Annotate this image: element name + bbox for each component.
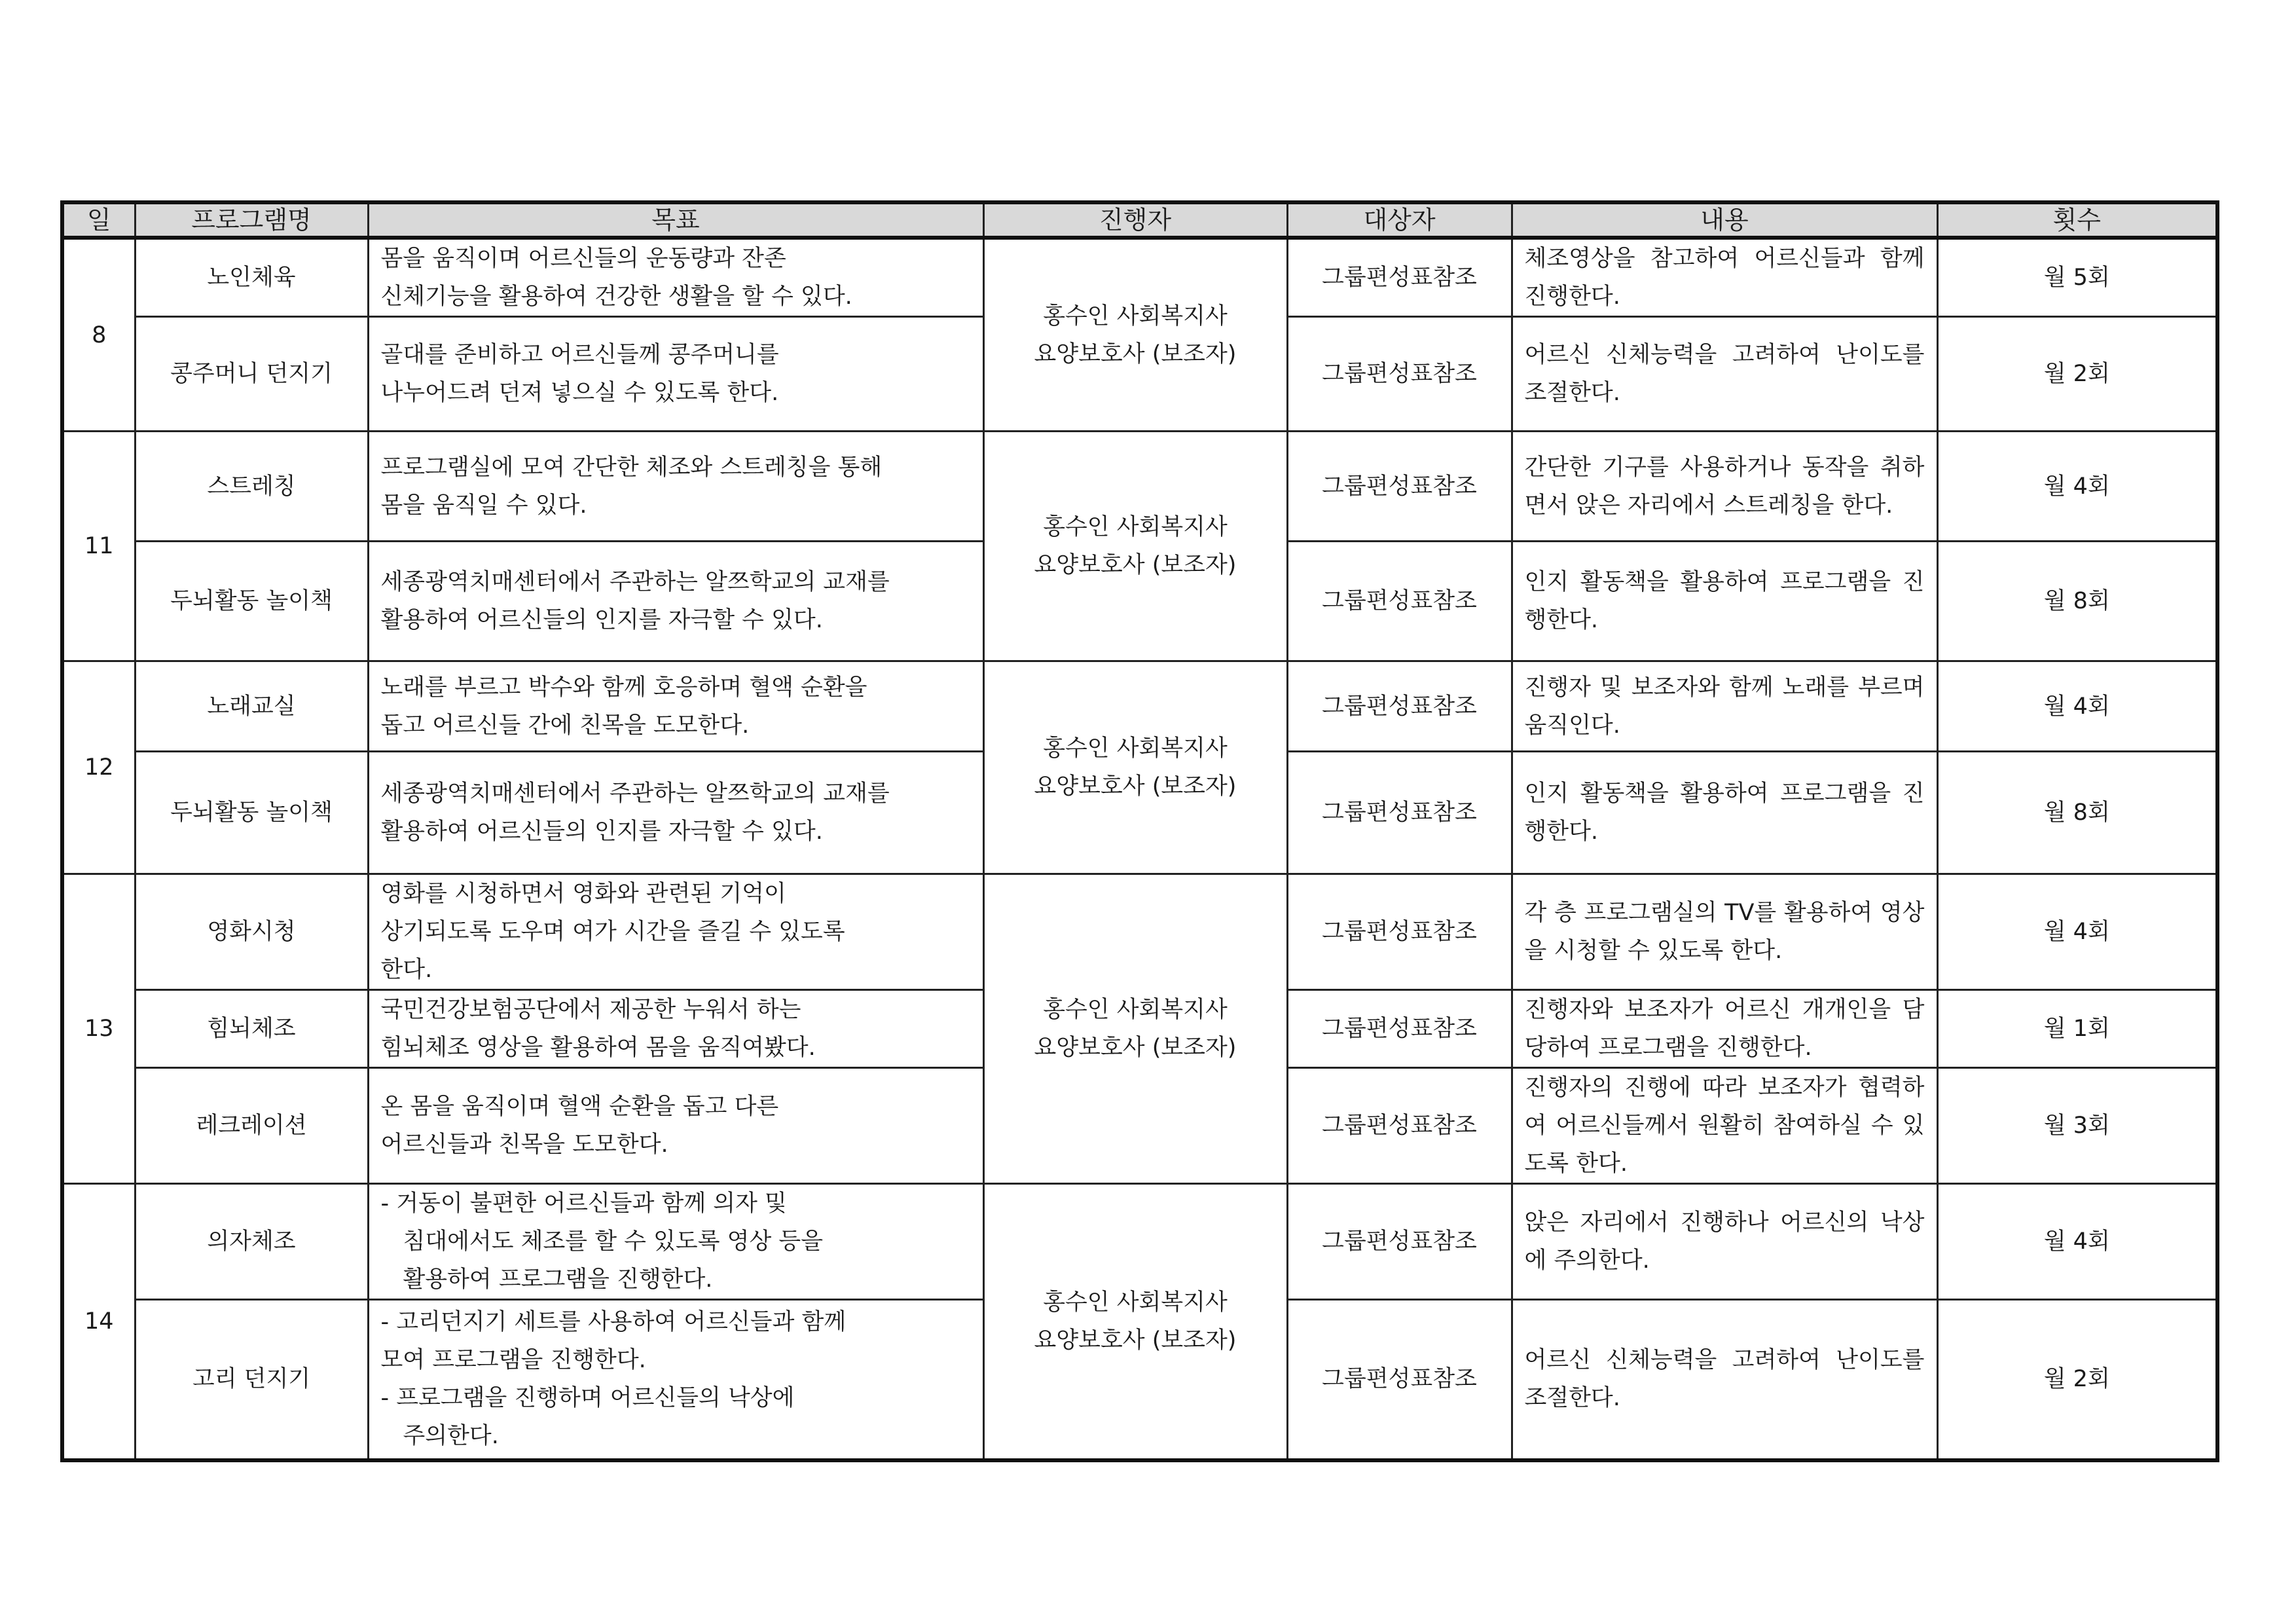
content-cell: 진행자의 진행에 따라 보조자가 협력하여 어르신들께서 원활히 참여하실 수 있도록 한다.: [1512, 1068, 1937, 1184]
day-cell: 11: [62, 432, 135, 661]
goal-line: 주의한다.: [403, 1423, 499, 1450]
target-cell: 그룹편성표참조: [1287, 874, 1512, 990]
program-name-cell: 영화시청: [135, 874, 368, 990]
goal-line: 몸을 움직이며 어르신들의 운동량과 잔존: [380, 246, 786, 272]
goal-line: 나누어드려 던져 넣으실 수 있도록 한다.: [380, 380, 779, 406]
program-name-cell: 의자체조: [135, 1184, 368, 1300]
target-cell: 그룹편성표참조: [1287, 317, 1512, 432]
goal-cell: [368, 752, 983, 874]
leader-line: 홍수인 사회복지사: [1043, 997, 1228, 1023]
goal-line: 프로그램실에 모여 간단한 체조와 스트레칭을 통해: [380, 454, 883, 481]
day-cell: 13: [62, 874, 135, 1184]
count-cell: 월 4회: [1937, 432, 2217, 542]
leader-line: 홍수인 사회복지사: [1043, 303, 1228, 329]
leader-line: 요양보호사 (보조자): [1034, 773, 1237, 800]
header-count: 횟수: [1937, 202, 2217, 238]
program-name-cell: 레크레이션: [135, 1068, 368, 1184]
table-row: [62, 432, 2217, 542]
day-cell: 8: [62, 238, 135, 432]
goal-cell: [368, 1184, 983, 1300]
program-name-cell: 두뇌활동 놀이책: [135, 542, 368, 661]
target-cell: 그룹편성표참조: [1287, 752, 1512, 874]
target-cell: 그룹편성표참조: [1287, 542, 1512, 661]
leader-line: 요양보호사 (보조자): [1034, 552, 1237, 578]
header-leader: 진행자: [983, 202, 1287, 238]
goal-line: 온 몸을 움직이며 혈액 순환을 돕고 다른: [380, 1094, 779, 1120]
header-content: 내용: [1512, 202, 1937, 238]
count-cell: 월 4회: [1937, 1184, 2217, 1300]
goal-line: - 거동이 불편한 어르신들과 함께 의자 및: [380, 1190, 787, 1217]
goal-cell: [368, 317, 983, 432]
content-cell: 앉은 자리에서 진행하나 어르신의 낙상에 주의한다.: [1512, 1184, 1937, 1300]
leader-line: 홍수인 사회복지사: [1043, 735, 1228, 762]
content-cell: 진행자와 보조자가 어르신 개개인을 담당하여 프로그램을 진행한다.: [1512, 990, 1937, 1068]
goal-cell: [368, 874, 983, 990]
goal-cell: [368, 1068, 983, 1184]
leader-cell: [983, 238, 1287, 432]
content-cell: 진행자 및 보조자와 함께 노래를 부르며 움직인다.: [1512, 661, 1937, 752]
content-cell: 간단한 기구를 사용하거나 동작을 취하면서 앉은 자리에서 스트레칭을 한다.: [1512, 432, 1937, 542]
leader-cell: [983, 432, 1287, 661]
goal-line: 침대에서도 체조를 할 수 있도록 영상 등을: [403, 1228, 824, 1255]
day-cell: 14: [62, 1184, 135, 1460]
goal-line: 국민건강보험공단에서 제공한 누워서 하는: [380, 997, 801, 1023]
target-cell: 그룹편성표참조: [1287, 1184, 1512, 1300]
goal-line: 골대를 준비하고 어르신들께 콩주머니를: [380, 342, 779, 368]
goal-line: 세종광역치매센터에서 주관하는 알쯔학교의 교재를: [380, 781, 890, 807]
leader-line: 홍수인 사회복지사: [1043, 1289, 1228, 1316]
goal-cell: [368, 542, 983, 661]
target-cell: 그룹편성표참조: [1287, 238, 1512, 317]
goal-line: 어르신들과 친목을 도모한다.: [380, 1132, 668, 1158]
content-cell: 인지 활동책을 활용하여 프로그램을 진행한다.: [1512, 542, 1937, 661]
goal-line: 모여 프로그램을 진행한다.: [380, 1347, 646, 1374]
count-cell: 월 2회: [1937, 1300, 2217, 1460]
table-row: [62, 1184, 2217, 1300]
count-cell: 월 4회: [1937, 874, 2217, 990]
leader-line: 요양보호사 (보조자): [1034, 1327, 1237, 1354]
leader-line: 요양보호사 (보조자): [1034, 1035, 1237, 1061]
program-name-cell: 스트레칭: [135, 432, 368, 542]
count-cell: 월 5회: [1937, 238, 2217, 317]
goal-line: 신체기능을 활용하여 건강한 생활을 할 수 있다.: [380, 284, 852, 310]
table-row: [62, 661, 2217, 752]
goal-line: 세종광역치매센터에서 주관하는 알쯔학교의 교재를: [380, 569, 890, 595]
leader-cell: [983, 874, 1287, 1184]
count-cell: 월 8회: [1937, 752, 2217, 874]
program-name-cell: 고리 던지기: [135, 1300, 368, 1460]
goal-line: 영화를 시청하면서 영화와 관련된 기억이: [380, 881, 786, 907]
content-cell: 인지 활동책을 활용하여 프로그램을 진행한다.: [1512, 752, 1937, 874]
leader-cell: [983, 1184, 1287, 1460]
count-cell: 월 2회: [1937, 317, 2217, 432]
table-row: [62, 238, 2217, 317]
target-cell: 그룹편성표참조: [1287, 1068, 1512, 1184]
program-schedule-table: [60, 200, 2219, 1462]
goal-cell: [368, 661, 983, 752]
target-cell: 그룹편성표참조: [1287, 661, 1512, 752]
table-row: [62, 874, 2217, 990]
content-cell: 체조영상을 참고하여 어르신들과 함께 진행한다.: [1512, 238, 1937, 317]
program-name-cell: 콩주머니 던지기: [135, 317, 368, 432]
goal-line: - 고리던지기 세트를 사용하여 어르신들과 함께: [380, 1309, 847, 1336]
goal-line: 힘뇌체조 영상을 활용하여 몸을 움직여봤다.: [380, 1035, 816, 1061]
leader-cell: [983, 661, 1287, 874]
table-body: [62, 238, 2217, 1460]
content-cell: 어르신 신체능력을 고려하여 난이도를 조절한다.: [1512, 1300, 1937, 1460]
goal-line: 몸을 움직일 수 있다.: [380, 492, 587, 519]
leader-line: 홍수인 사회복지사: [1043, 514, 1228, 540]
goal-line: 활용하여 어르신들의 인지를 자극할 수 있다.: [380, 607, 823, 633]
count-cell: 월 4회: [1937, 661, 2217, 752]
goal-cell: [368, 238, 983, 317]
content-cell: 각 층 프로그램실의 TV를 활용하여 영상을 시청할 수 있도록 한다.: [1512, 874, 1937, 990]
content-cell: 어르신 신체능력을 고려하여 난이도를 조절한다.: [1512, 317, 1937, 432]
day-cell: 12: [62, 661, 135, 874]
program-name-cell: 힘뇌체조: [135, 990, 368, 1068]
count-cell: 월 1회: [1937, 990, 2217, 1068]
goal-cell: [368, 1300, 983, 1460]
goal-cell: [368, 432, 983, 542]
header-goal: 목표: [368, 202, 983, 238]
goal-line: 상기되도록 도우며 여가 시간을 즐길 수 있도록: [380, 919, 845, 945]
header-program: 프로그램명: [135, 202, 368, 238]
program-name-cell: 노인체육: [135, 238, 368, 317]
program-name-cell: 노래교실: [135, 661, 368, 752]
program-name-cell: 두뇌활동 놀이책: [135, 752, 368, 874]
goal-line: 돕고 어르신들 간에 친목을 도모한다.: [380, 712, 750, 739]
goal-line: 한다.: [380, 957, 433, 983]
goal-cell: [368, 990, 983, 1068]
header-day: 일: [62, 202, 135, 238]
header-row: [62, 202, 2217, 238]
goal-line: 노래를 부르고 박수와 함께 호응하며 혈액 순환을: [380, 674, 867, 701]
target-cell: 그룹편성표참조: [1287, 1300, 1512, 1460]
target-cell: 그룹편성표참조: [1287, 990, 1512, 1068]
leader-line: 요양보호사 (보조자): [1034, 341, 1237, 367]
count-cell: 월 8회: [1937, 542, 2217, 661]
target-cell: 그룹편성표참조: [1287, 432, 1512, 542]
header-target: 대상자: [1287, 202, 1512, 238]
goal-line: 활용하여 프로그램을 진행한다.: [403, 1266, 713, 1293]
goal-line: 활용하여 어르신들의 인지를 자극할 수 있다.: [380, 819, 823, 845]
goal-line: - 프로그램을 진행하며 어르신들의 낙상에: [380, 1385, 795, 1412]
count-cell: 월 3회: [1937, 1068, 2217, 1184]
